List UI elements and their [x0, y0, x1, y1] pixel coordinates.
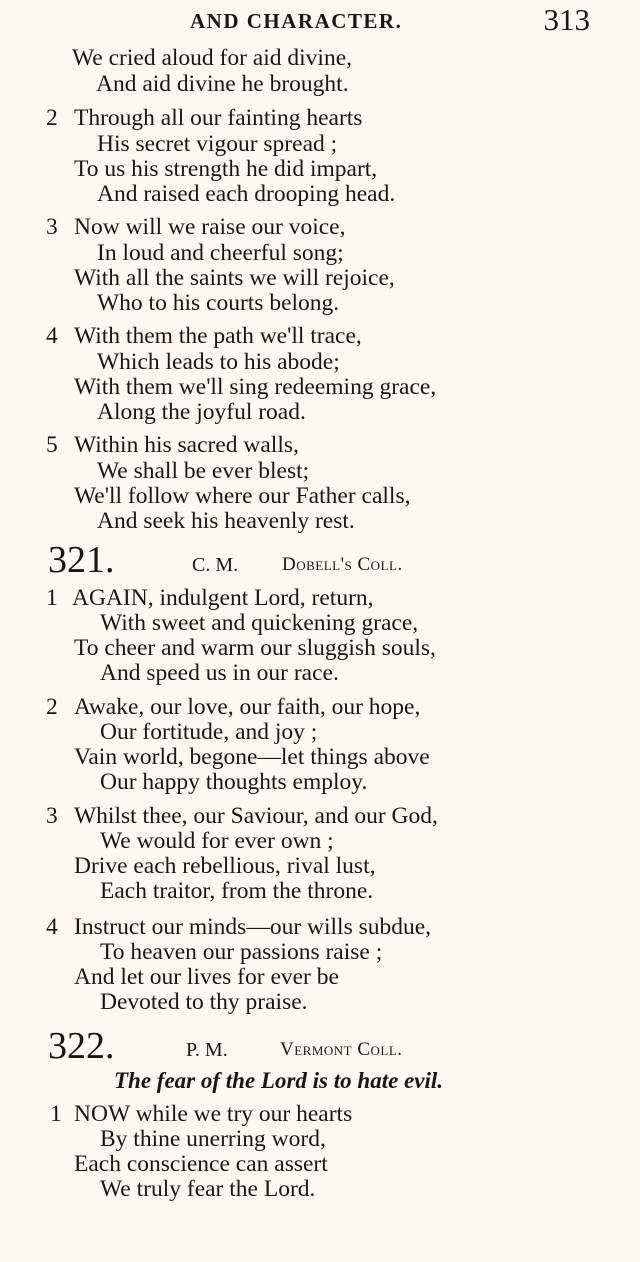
verse-line: Each conscience can assert	[74, 1151, 328, 1177]
verse-line: We shall be ever blest;	[97, 458, 310, 484]
verse-line: To cheer and warm our sluggish souls,	[74, 635, 436, 661]
verse-line: And aid divine he brought.	[96, 71, 349, 97]
verse-line: With all the saints we will rejoice,	[74, 265, 395, 291]
verse-line: Drive each rebellious, rival lust,	[74, 853, 376, 879]
verse-line: NOW while we try our hearts	[74, 1101, 353, 1127]
verse-line: Which leads to his abode;	[97, 349, 340, 375]
verse-line: AGAIN, indulgent Lord, return,	[72, 585, 374, 611]
verse-line: Whilst thee, our Saviour, and our God,	[74, 803, 438, 829]
hymn-subtitle: The fear of the Lord is to hate evil.	[114, 1068, 443, 1093]
verse-number: 4	[46, 914, 58, 940]
verse-number: 4	[46, 323, 58, 349]
verse-line: Our fortitude, and joy ;	[100, 719, 318, 745]
running-title: AND CHARACTER.	[190, 9, 403, 33]
verse-line: Now will we raise our voice,	[74, 214, 346, 240]
verse-line: Awake, our love, our faith, our hope,	[74, 694, 421, 720]
verse-line: Who to his courts belong.	[97, 290, 340, 316]
verse-line: To heaven our passions raise ;	[100, 939, 383, 965]
verse-line: Each traitor, from the throne.	[100, 878, 374, 904]
verse-line: Along the joyful road.	[97, 399, 306, 425]
verse-line: We truly fear the Lord.	[100, 1176, 316, 1202]
verse-number: 3	[46, 214, 58, 240]
verse-number: 3	[46, 803, 58, 829]
verse-line: We cried aloud for aid divine,	[72, 45, 353, 71]
verse-line: And speed us in our race.	[100, 660, 339, 686]
verse-line: Through all our fainting hearts	[74, 105, 363, 131]
verse-line: And seek his heavenly rest.	[97, 508, 355, 534]
hymn-meter: P. M.	[186, 1039, 228, 1061]
verse-line: Our happy thoughts employ.	[100, 769, 368, 795]
verse-number: 2	[46, 694, 58, 720]
verse-number: 1	[46, 585, 58, 611]
hymn-number: 322.	[48, 1025, 115, 1067]
verse-line: Devoted to thy praise.	[100, 989, 308, 1015]
verse-line: With sweet and quickening grace,	[100, 610, 419, 636]
verse-line: And raised each drooping head.	[97, 181, 396, 207]
hymn-tune: Dobell's Coll.	[282, 554, 403, 575]
verse-line: By thine unerring word,	[100, 1126, 326, 1152]
verse-line: Within his sacred walls,	[74, 432, 299, 458]
verse-number: 5	[46, 432, 58, 458]
verse-line: Instruct our minds—our wills subdue,	[74, 914, 432, 940]
hymn-number: 321.	[48, 539, 115, 581]
page-number: 313	[543, 2, 590, 37]
verse-line: With them the path we'll trace,	[74, 323, 362, 349]
hymn-tune: Vermont Coll.	[280, 1039, 403, 1060]
verse-line: To us his strength he did impart,	[74, 156, 378, 182]
verse-number: 2	[46, 105, 58, 131]
verse-line: His secret vigour spread ;	[97, 131, 338, 157]
verse-line: We would for ever own ;	[100, 828, 334, 854]
verse-line: We'll follow where our Father calls,	[74, 483, 411, 509]
verse-line: With them we'll sing redeeming grace,	[74, 374, 437, 400]
verse-line: And let our lives for ever be	[74, 964, 339, 990]
verse-number: 1	[50, 1101, 62, 1127]
verse-line: Vain world, begone—let things above	[74, 744, 430, 770]
hymn-meter: C. M.	[192, 554, 239, 576]
running-head	[190, 4, 630, 38]
verse-line: In loud and cheerful song;	[97, 240, 344, 266]
